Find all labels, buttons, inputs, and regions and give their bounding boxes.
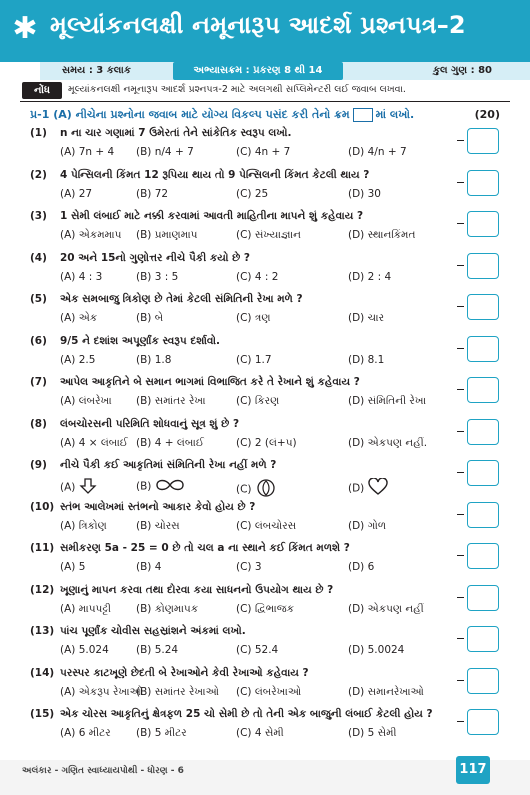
option-label: (B) ચોરસ [136, 519, 180, 532]
option-label: (A) એક [60, 312, 98, 324]
option-d [348, 686, 424, 699]
question-13 [30, 625, 470, 638]
option-a [60, 437, 128, 450]
option-label: (A) 4 × લંબાઈ [60, 436, 128, 449]
question-number: (11) [30, 542, 55, 554]
time-label: સમય : 3 કલાક [62, 65, 131, 76]
answer-box[interactable] [467, 253, 499, 279]
question-6 [30, 335, 470, 348]
option-label: (D) 8.1 [348, 353, 385, 366]
answer-dash [457, 638, 464, 639]
question-text: 20 અને 15નો ગુણોત્તર નીચે પૈકી કયો છે ? [60, 251, 251, 264]
option-label: (B) 5 મીટર [136, 727, 187, 739]
section-label: પ્ર-1 (A) નીચેના પ્રશ્નોના જવાબ માટે યોગ્ય વિકલ્પ પસંદ કરી તેનો ક્રમ [30, 108, 350, 121]
question-text: 1 સેમી લંબાઈ માટે નક્કી કરવામાં આવતી માહિતીના માપને શું કહેવાય ? [60, 210, 364, 222]
option-c [236, 188, 268, 200]
option-label: (D) 6 [348, 561, 375, 573]
question-number: (7) [30, 376, 47, 388]
answer-dash [457, 223, 464, 224]
option-label: (D) 4/n + 7 [348, 146, 407, 158]
question-text: n ના ચાર ગણામાં 7 ઉમેરતાં તેને સાંકેતિક સ્વરૂપ લખો. [60, 127, 292, 139]
syllabus-badge: અભ્યાસક્રમ : પ્રકરણ 8 થી 14 [173, 62, 343, 80]
option-b [136, 520, 180, 533]
option-d [348, 312, 384, 325]
option-b [136, 312, 163, 325]
option-label: (C) 3 [236, 561, 262, 573]
option-label: (B) સમાંતર રેખાઓ [136, 685, 219, 698]
option-d [348, 271, 391, 283]
option-label: (C) દ્વિભાજક [236, 602, 295, 615]
answer-box[interactable] [467, 709, 499, 735]
question-text: ખૂણાનું માપન કરવા તથા દોરવા કયા સાધનનો ઉપયોગ થાય છે ? [60, 583, 334, 596]
option-a [60, 727, 111, 740]
answer-dash [457, 182, 464, 183]
question-text: સ્તંભ આલેખમાં સ્તંભનો આકાર કેવો હોય છે ? [60, 500, 256, 513]
option-label: (C) લંબચોરસ [236, 519, 297, 532]
answer-dash [457, 721, 464, 722]
option-label: (A) 4 : 3 [60, 270, 103, 283]
question-number: (4) [30, 251, 47, 264]
question-text: સમીકરણ 5a - 25 = 0 છે તો ચલ a ના સ્થાને કઈ કિંમત મળશે ? [60, 542, 350, 554]
option-a [60, 271, 102, 283]
answer-dash [457, 306, 464, 307]
option-c [236, 520, 296, 533]
option-b [136, 478, 185, 495]
question-number: (6) [30, 334, 47, 347]
question-5 [30, 293, 470, 306]
answer-dash [457, 514, 464, 515]
option-label: (A) એકરૂપ રેખાઓ [60, 685, 143, 698]
total-marks: કુલ ગુણ : 80 [433, 65, 492, 76]
question-text: પાંચ પૂર્ણાંક ચોવીસ સહસ્રાંશને અંકમાં લખો. [60, 625, 246, 637]
option-b [136, 727, 187, 740]
answer-box[interactable] [467, 377, 499, 403]
option-d [348, 188, 381, 200]
option-label: (A) ત્રિકોણ [60, 519, 107, 532]
answer-box[interactable] [467, 543, 499, 569]
question-text: આપેલ આકૃતિને બે સમાન ભાગમાં વિભાજિત કરે તે રેખાને શું કહેવાય ? [60, 376, 360, 388]
answer-dash [457, 140, 464, 141]
option-label: (D) 30 [348, 187, 381, 200]
heart-shape-icon [368, 478, 388, 499]
answer-dash [457, 431, 464, 432]
divider [20, 101, 510, 102]
answer-box[interactable] [467, 460, 499, 486]
question-7 [30, 376, 470, 389]
option-label: (B) સમાંતર રેખા [136, 395, 206, 407]
option-b [136, 271, 178, 283]
option-label: (C) [236, 483, 252, 496]
option-b [136, 686, 219, 699]
option-a [60, 312, 97, 325]
answer-box[interactable] [467, 211, 499, 237]
option-a [60, 146, 114, 158]
answer-blank-box [353, 108, 373, 122]
option-c [236, 437, 297, 450]
option-b [136, 437, 204, 450]
note-text: મૂલ્યાંકનલક્ષી નમૂનારૂપ આદર્શ પ્રશ્નપત્ર-2 માટે અલગથી સપ્લિમેન્ટરી લઈ જવાબ લખવા. [68, 84, 406, 95]
page-number: 117 [456, 756, 490, 784]
option-a [60, 520, 107, 533]
option-label: (B) [136, 480, 152, 493]
option-label: (C) 4 : 2 [236, 270, 279, 283]
question-3 [30, 210, 470, 223]
section-label-end: માં લખો. [375, 108, 415, 121]
option-a [60, 644, 109, 656]
answer-box[interactable] [467, 294, 499, 320]
asterisk-icon: ✱ [12, 11, 38, 46]
answer-box[interactable] [467, 668, 499, 694]
option-label: (C) 4n + 7 [236, 146, 291, 158]
question-15 [30, 708, 470, 721]
answer-dash [457, 680, 464, 681]
option-d [348, 354, 384, 366]
option-label: (D) સમાનરેખાઓ [348, 685, 424, 698]
question-text: નીચે પૈકી કઈ આકૃતિમાં સંમિતિની રેખા નહીં મળે ? [60, 459, 277, 471]
option-c [236, 644, 278, 656]
option-d [348, 229, 415, 242]
option-c [236, 312, 270, 325]
question-number: (12) [30, 583, 55, 596]
question-text: 4 પેન્સિલની કિંમત 12 રૂપિયા થાય તો 9 પેન્સિલની કિંમત કેટલી થાય ? [60, 168, 370, 181]
option-c [236, 561, 262, 573]
option-label: (C) 2 (લં+પ) [236, 436, 297, 449]
question-14 [30, 667, 470, 680]
question-1 [30, 127, 470, 140]
question-number: (9) [30, 459, 47, 471]
option-label: (A) માપપટ્ટી [60, 602, 112, 615]
page-title: મૂલ્યાંકનલક્ષી નમૂનારૂપ આદર્શ પ્રશ્નપત્ર–2 [50, 11, 466, 39]
question-number: (5) [30, 293, 47, 305]
answer-dash [457, 389, 464, 390]
option-label: (D) સંમિતિની રેખા [348, 395, 427, 407]
option-label: (A) 7n + 4 [60, 146, 115, 158]
option-label: (B) બે [136, 312, 164, 324]
question-number: (3) [30, 210, 47, 222]
option-label: (B) 1.8 [136, 353, 172, 366]
question-number: (14) [30, 666, 55, 679]
question-text: એક ચોરસ આકૃતિનું ક્ષેત્રફળ 25 ચો સેમી છે તો તેની એક બાજુની લંબાઈ કેટલી હોય ? [60, 708, 433, 720]
option-b [136, 146, 194, 158]
option-d [348, 644, 404, 656]
option-label: (D) [348, 482, 365, 495]
option-label: (B) 5.24 [136, 644, 179, 656]
question-8 [30, 418, 470, 431]
option-b [136, 644, 178, 656]
option-label: (C) સંખ્યાજ્ઞાન [236, 229, 301, 241]
section-heading [30, 108, 500, 122]
circle-leaf-shape-icon [256, 478, 276, 501]
option-a [60, 561, 85, 573]
arrow-shape-icon [79, 478, 97, 497]
option-b [136, 354, 171, 366]
option-label: (D) 2 : 4 [348, 270, 392, 283]
option-b [136, 188, 168, 200]
answer-box[interactable] [467, 502, 499, 528]
option-label: (C) 25 [236, 187, 269, 200]
question-number: (13) [30, 625, 55, 637]
answer-box[interactable] [467, 170, 499, 196]
option-label: (D) ચાર [348, 312, 385, 324]
question-text: લંબચોરસની પરિમિતિ શોધવાનું સૂત્ર શું છે ? [60, 417, 240, 430]
option-c [236, 146, 290, 158]
question-number: (2) [30, 168, 47, 181]
answer-box[interactable] [467, 626, 499, 652]
question-number: (10) [30, 500, 55, 513]
option-a [60, 478, 97, 497]
option-label: (A) 5.024 [60, 644, 109, 656]
option-c [236, 686, 301, 699]
option-label: (C) લંબરેખાઓ [236, 685, 302, 698]
option-d [348, 437, 427, 450]
option-c [236, 395, 279, 408]
option-a [60, 603, 111, 616]
answer-dash [457, 265, 464, 266]
option-label: (B) કોણમાપક [136, 602, 199, 615]
option-c [236, 603, 294, 616]
option-label: (B) પ્રમાણમાપ [136, 229, 198, 241]
answer-box[interactable] [467, 419, 499, 445]
option-label: (C) 52.4 [236, 644, 279, 656]
option-b [136, 229, 198, 242]
option-label: (D) એકપણ નહીં. [348, 436, 428, 449]
option-label: (B) 4 [136, 561, 162, 573]
option-label: (D) એકપણ નહીં [348, 602, 424, 615]
option-b [136, 603, 198, 616]
option-label: (C) કિરણ [236, 395, 280, 407]
option-d [348, 520, 386, 533]
option-label: (D) ગોળ [348, 519, 387, 532]
note-tag: નોંધ [22, 82, 62, 99]
option-a [60, 686, 143, 699]
question-text: 9/5 ને દશાંશ અપૂર્ણાંક સ્વરૂપ દર્શાવો. [60, 334, 221, 347]
option-a [60, 354, 95, 366]
option-d [348, 146, 407, 158]
option-label: (A) લંબરેખા [60, 395, 112, 407]
option-label: (A) 5 [60, 561, 86, 573]
question-4 [30, 252, 470, 265]
answer-dash [457, 472, 464, 473]
option-label: (A) 6 મીટર [60, 727, 111, 739]
infinity-shape-icon [155, 478, 185, 495]
option-d [348, 395, 426, 408]
question-number: (8) [30, 417, 47, 430]
footer-text: અલંકાર - ગણિત સ્વાધ્યાયપોથી - ધોરણ - 6 [22, 766, 184, 776]
option-a [60, 188, 92, 200]
question-text: પરસ્પર કાટખૂણે છેદતી બે રેખાઓને કેવી રેખાઓ કહેવાય ? [60, 666, 309, 679]
option-label: (C) ત્રણ [236, 312, 271, 324]
option-label: (B) 3 : 5 [136, 270, 179, 283]
option-label: (A) [60, 481, 76, 494]
option-label: (B) 4 + લંબાઈ [136, 436, 204, 449]
question-number: (1) [30, 127, 47, 139]
option-c [236, 229, 301, 242]
answer-dash [457, 555, 464, 556]
option-c [236, 478, 276, 501]
option-label: (A) 27 [60, 187, 93, 200]
option-label: (C) 4 સેમી [236, 727, 284, 739]
question-number: (15) [30, 708, 55, 720]
question-11 [30, 542, 470, 555]
option-label: (A) એકમમાપ [60, 229, 122, 241]
section-total: (20) [474, 108, 500, 121]
option-a [60, 229, 121, 242]
option-d [348, 603, 424, 616]
option-label: (D) 5 સેમી [348, 727, 397, 739]
option-c [236, 271, 278, 283]
question-10 [30, 501, 470, 514]
answer-dash [457, 597, 464, 598]
option-d [348, 727, 397, 740]
option-label: (B) 72 [136, 187, 169, 200]
option-label: (B) n/4 + 7 [136, 146, 194, 158]
question-12 [30, 584, 470, 597]
answer-box[interactable] [467, 128, 499, 154]
question-9 [30, 459, 470, 472]
option-c [236, 727, 284, 740]
option-d [348, 478, 388, 499]
option-a [60, 395, 112, 408]
question-text: એક સમબાજુ ત્રિકોણ છે તેમાં કેટલી સંમિતિની રેખા મળે ? [60, 293, 303, 305]
option-b [136, 561, 161, 573]
answer-box[interactable] [467, 585, 499, 611]
option-c [236, 354, 272, 366]
option-label: (D) સ્થાનકિંમત [348, 229, 416, 241]
option-label: (A) 2.5 [60, 353, 96, 366]
option-label: (C) 1.7 [236, 353, 272, 366]
answer-dash [457, 348, 464, 349]
answer-box[interactable] [467, 336, 499, 362]
option-b [136, 395, 206, 408]
question-2 [30, 169, 470, 182]
option-d [348, 561, 374, 573]
option-label: (D) 5.0024 [348, 644, 405, 656]
